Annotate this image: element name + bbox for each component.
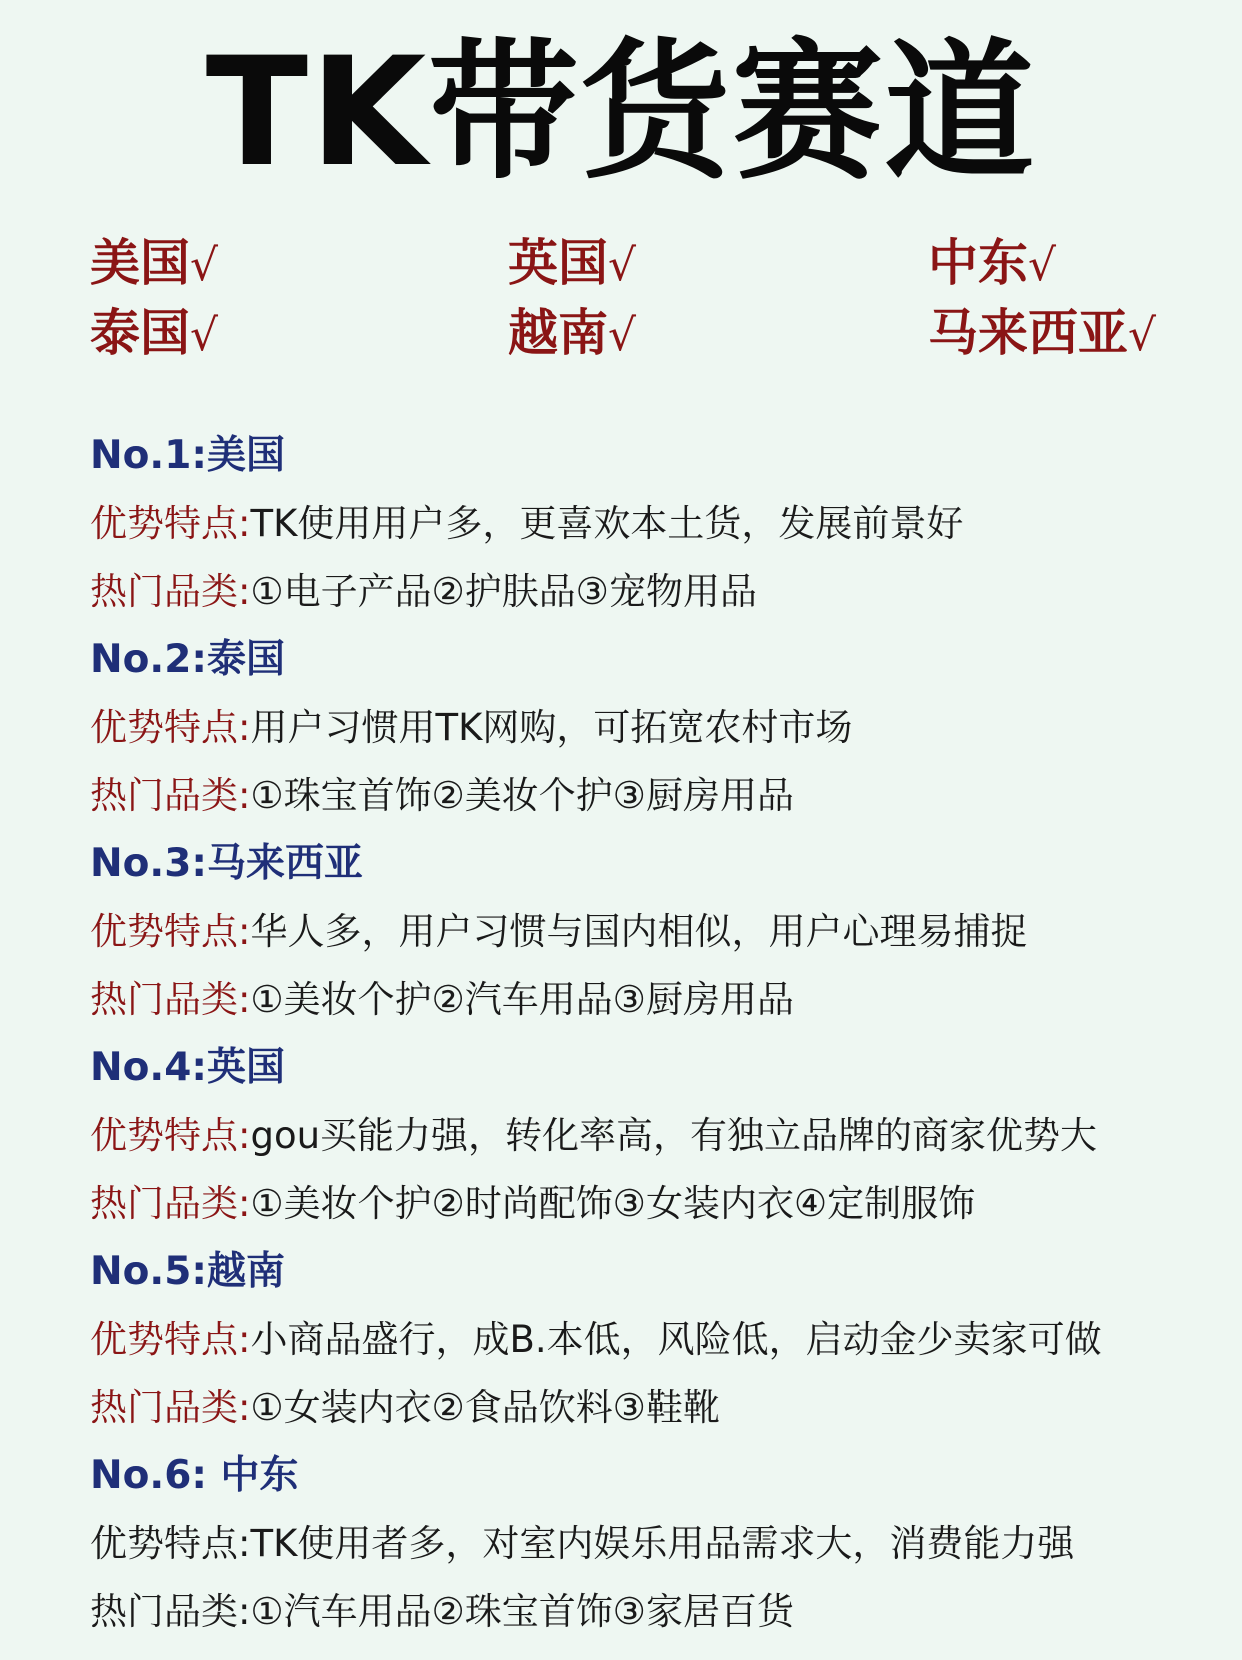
category-text: ①珠宝首饰②美妆个护③厨房用品 [250, 774, 794, 817]
country-row [90, 298, 1210, 368]
check-mark: √ [608, 240, 637, 291]
section-heading: No.6: 中东 [90, 1453, 299, 1498]
page-title: TK带货赛道 [205, 26, 1037, 200]
category-text: ①电子产品②护肤品③宠物用品 [250, 570, 757, 613]
category-line [90, 1578, 1220, 1646]
category-label: 热门品类: [90, 1590, 251, 1633]
category-text: ①美妆个护②汽车用品③厨房用品 [250, 978, 794, 1021]
check-mark: √ [190, 310, 219, 361]
category-label: 热门品类: [90, 1386, 251, 1429]
country-item [90, 298, 218, 371]
advantage-label: 优势特点: [90, 1114, 251, 1157]
category-line [90, 1374, 1220, 1442]
advantage-label: 优势特点: [90, 910, 251, 953]
category-label: 热门品类: [90, 774, 251, 817]
category-line [90, 1170, 1220, 1238]
category-label: 热门品类: [90, 570, 251, 613]
country-item [928, 228, 1056, 301]
country-grid [90, 228, 1210, 368]
advantage-text: gou买能力强，转化率高，有独立品牌的商家优势大 [250, 1114, 1098, 1157]
advantage-line [90, 1510, 1220, 1578]
advantage-text: TK使用用户多，更喜欢本土货，发展前景好 [250, 502, 964, 545]
advantage-line [90, 490, 1220, 558]
market-section [90, 1442, 1220, 1646]
category-text: ①美妆个护②时尚配饰③女装内衣④定制服饰 [250, 1182, 976, 1225]
country-name: 美国 [90, 234, 190, 292]
category-label: 热门品类: [90, 1182, 251, 1225]
country-item [508, 228, 636, 301]
check-mark: √ [608, 310, 637, 361]
category-label: 热门品类: [90, 978, 251, 1021]
advantage-text: 用户习惯用TK网购，可拓宽农村市场 [250, 706, 853, 749]
advantage-text: TK使用者多，对室内娱乐用品需求大，消费能力强 [250, 1522, 1075, 1565]
advantage-line [90, 694, 1220, 762]
category-line [90, 558, 1220, 626]
advantage-line [90, 1102, 1220, 1170]
category-text: ①汽车用品②珠宝首饰③家居百货 [250, 1590, 794, 1633]
category-text: ①女装内衣②食品饮料③鞋靴 [250, 1386, 720, 1429]
advantage-line [90, 898, 1220, 966]
market-section [90, 1034, 1220, 1238]
country-name: 马来西亚 [928, 304, 1128, 362]
market-section [90, 830, 1220, 1034]
country-row [90, 228, 1210, 298]
section-heading: No.2:泰国 [90, 637, 285, 682]
country-item [90, 228, 218, 301]
section-heading: No.5:越南 [90, 1249, 285, 1294]
country-name: 越南 [508, 304, 608, 362]
advantage-text: 小商品盛行，成B.本低，风险低，启动金少卖家可做 [250, 1318, 1102, 1361]
market-section [90, 626, 1220, 830]
advantage-text: 华人多，用户习惯与国内相似，用户心理易捕捉 [250, 910, 1028, 953]
market-sections [90, 422, 1220, 1646]
check-mark: √ [1028, 240, 1057, 291]
section-heading: No.3:马来西亚 [90, 841, 363, 886]
advantage-line [90, 1306, 1220, 1374]
category-line [90, 966, 1220, 1034]
country-name: 中东 [928, 234, 1028, 292]
check-mark: √ [1128, 310, 1157, 361]
advantage-label: 优势特点: [90, 502, 251, 545]
section-heading: No.4:英国 [90, 1045, 285, 1090]
advantage-label: 优势特点: [90, 1522, 251, 1565]
country-name: 泰国 [90, 304, 190, 362]
category-line [90, 762, 1220, 830]
country-name: 英国 [508, 234, 608, 292]
section-heading: No.1:美国 [90, 433, 285, 478]
check-mark: √ [190, 240, 219, 291]
market-section [90, 1238, 1220, 1442]
country-item [928, 298, 1156, 371]
country-item [508, 298, 636, 371]
market-section [90, 422, 1220, 626]
advantage-label: 优势特点: [90, 1318, 251, 1361]
advantage-label: 优势特点: [90, 706, 251, 749]
